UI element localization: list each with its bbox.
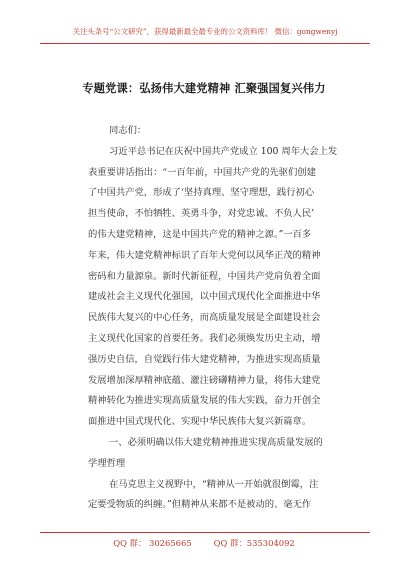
header-banner: 关注头条号“公文研究”，获得最新最全最专业的公文资料库！ 微信：gongwenyj <box>72 27 338 36</box>
footer <box>0 537 408 549</box>
body-line: 主义现代化国家的首要任务。我们必须焕发历史主动，增 <box>88 332 321 344</box>
body-line: 担当使命，不怕牺牲、英勇斗争，对党忠诚、不负人民’ <box>88 208 315 220</box>
body-line: 定要受物质的纠缠。”但精神从来都不是被动的、毫无作 <box>88 499 312 511</box>
section-heading-cont: 学理哲理 <box>88 457 126 469</box>
body-line: 了中国共产党，形成了‘坚持真理、坚守理想，践行初心 <box>88 187 315 199</box>
section-heading: 一、必须明确以伟大建党精神推进实现高质量发展的 <box>109 436 323 448</box>
body-line: 精神转化为推进实现高质量发展的伟大实践，奋力开创全 <box>88 395 321 407</box>
footer-qq-group-2: QQ 群：535304092 <box>213 538 295 548</box>
body-line: 强历史自信，自觉践行伟大建党精神，为推进实现高质量 <box>88 353 321 365</box>
salutation: 同志们： <box>109 125 147 136</box>
body-line: 发展增加深厚精神底蕴、灌注磅礴精神力量，将伟大建党 <box>88 374 321 386</box>
body-line: 的伟大建党精神，这是中国共产党的精神之源。”一百多 <box>88 228 312 240</box>
body-line: 面推进中国式现代化、实现中华民族伟大复兴新篇章。 <box>88 416 312 428</box>
header-divider <box>40 43 370 44</box>
footer-divider <box>40 532 370 533</box>
body-line: 密码和力量源泉。新时代新征程，中国共产党肩负着全面 <box>88 270 321 282</box>
footer-qq-group-1: QQ 群： 30265665 <box>113 538 192 548</box>
body-line: 在马克思主义视野中，“精神从一开始就很倒霉，注 <box>109 478 319 490</box>
body-line: 习近平总书记在庆祝中国共产党成立 100 周年大会上发 <box>109 145 338 157</box>
document-title: 专题党课：弘扬伟大建党精神 汇聚强国复兴伟力 <box>82 81 326 95</box>
body-line: 年来，伟大建党精神标识了百年大党何以风华正茂的精神 <box>88 249 321 261</box>
body-line: 民族伟大复兴的中心任务，而高质量发展是全面建设社会 <box>88 312 321 324</box>
body-line: 建成社会主义现代化强国，以中国式现代化全面推进中华 <box>88 291 321 303</box>
body-line: 表重要讲话指出：“一百年前，中国共产党的先驱们创建 <box>88 166 316 178</box>
document-body <box>88 121 350 516</box>
